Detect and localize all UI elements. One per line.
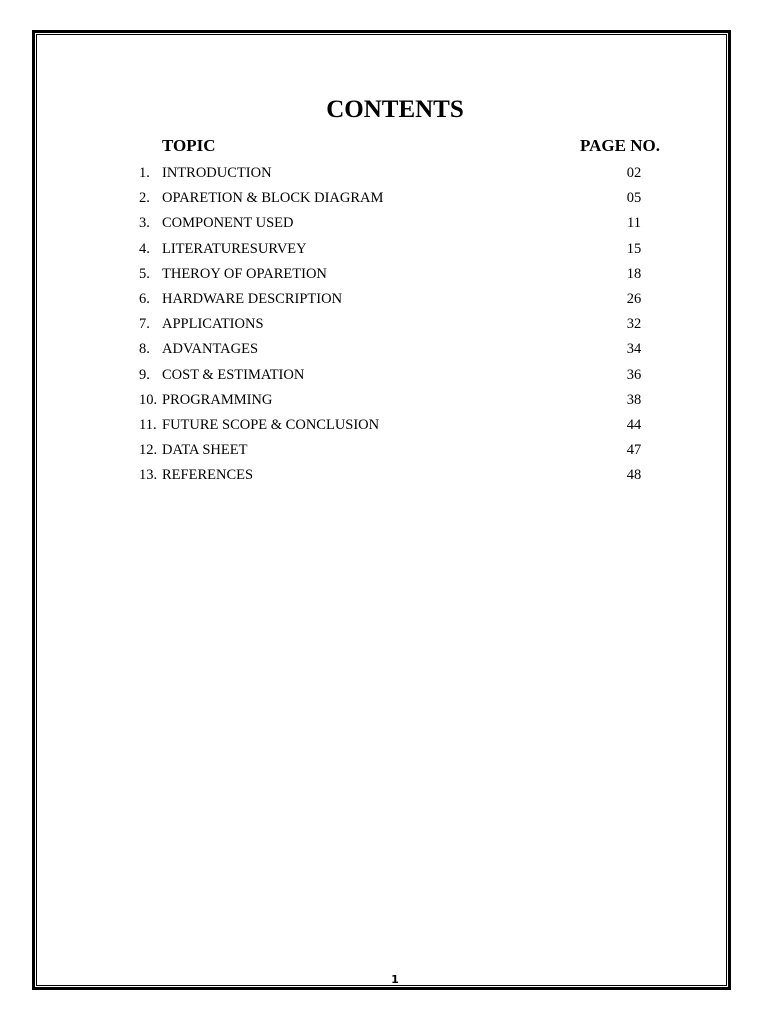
- toc-entry-number: 11.: [139, 416, 157, 433]
- toc-entry: [0, 238, 768, 263]
- toc-entry: [0, 414, 768, 439]
- toc-entry-number: 13.: [139, 467, 158, 484]
- toc-entry-page: 34: [626, 341, 642, 358]
- toc-entry-number: 4.: [139, 240, 150, 257]
- page-title: CONTENTS: [326, 96, 464, 123]
- toc-entry-number: 8.: [139, 341, 150, 358]
- toc-entry-page: 47: [626, 442, 642, 459]
- toc-entry-number: 3.: [139, 215, 150, 232]
- toc-entry-title: COMPONENT USED: [162, 215, 294, 232]
- toc-entry-title: THEROY OF OPARETION: [162, 265, 327, 282]
- toc-entry-page: 36: [626, 366, 642, 383]
- toc-entry: [0, 338, 768, 363]
- toc-entry-page: 11: [627, 215, 641, 232]
- table-of-contents: [0, 162, 768, 489]
- page-number-column-header: PAGE NO.: [580, 136, 660, 155]
- toc-entry-page: 26: [626, 290, 642, 307]
- toc-entry-page: 44: [626, 416, 642, 433]
- toc-entry-number: 10.: [139, 391, 158, 408]
- toc-entry-title: APPLICATIONS: [162, 316, 264, 333]
- toc-entry-title: FUTURE SCOPE & CONCLUSION: [162, 416, 380, 433]
- toc-entry-number: 12.: [139, 442, 158, 459]
- toc-entry-page: 05: [626, 190, 642, 207]
- toc-entry-number: 5.: [139, 265, 150, 282]
- topic-column-header: TOPIC: [162, 136, 216, 155]
- toc-entry-title: HARDWARE DESCRIPTION: [162, 290, 343, 307]
- toc-entry-title: PROGRAMMING: [162, 391, 273, 408]
- toc-entry-page: 48: [626, 467, 642, 484]
- toc-entry: [0, 263, 768, 288]
- footer-page-number: 1: [391, 973, 399, 986]
- toc-entry-number: 9.: [139, 366, 150, 383]
- toc-entry: [0, 364, 768, 389]
- toc-entry-page: 02: [626, 165, 642, 181]
- toc-entry: [0, 162, 768, 187]
- toc-entry-title: OPARETION & BLOCK DIAGRAM: [162, 190, 384, 207]
- toc-entry-page: 18: [626, 265, 642, 282]
- toc-entry-page: 38: [626, 391, 642, 408]
- toc-entry-number: 1.: [139, 165, 150, 181]
- toc-entry-title: COST & ESTIMATION: [162, 366, 305, 383]
- toc-entry-title: REFERENCES: [162, 467, 254, 484]
- toc-entry-title: DATA SHEET: [162, 442, 248, 459]
- toc-entry: [0, 464, 768, 489]
- toc-entry-number: 2.: [139, 190, 150, 207]
- toc-entry-page: 32: [626, 316, 642, 333]
- toc-entry-title: LITERATURESURVEY: [162, 240, 307, 257]
- toc-entry-number: 6.: [139, 290, 150, 307]
- toc-entry-number: 7.: [139, 316, 150, 333]
- toc-entry: [0, 212, 768, 237]
- toc-entry: [0, 389, 768, 414]
- toc-entry: [0, 187, 768, 212]
- toc-entry-page: 15: [626, 240, 642, 257]
- toc-entry: [0, 439, 768, 464]
- toc-entry: [0, 288, 768, 313]
- toc-entry-title: INTRODUCTION: [162, 165, 272, 181]
- toc-entry-title: ADVANTAGES: [162, 341, 259, 358]
- toc-entry: [0, 313, 768, 338]
